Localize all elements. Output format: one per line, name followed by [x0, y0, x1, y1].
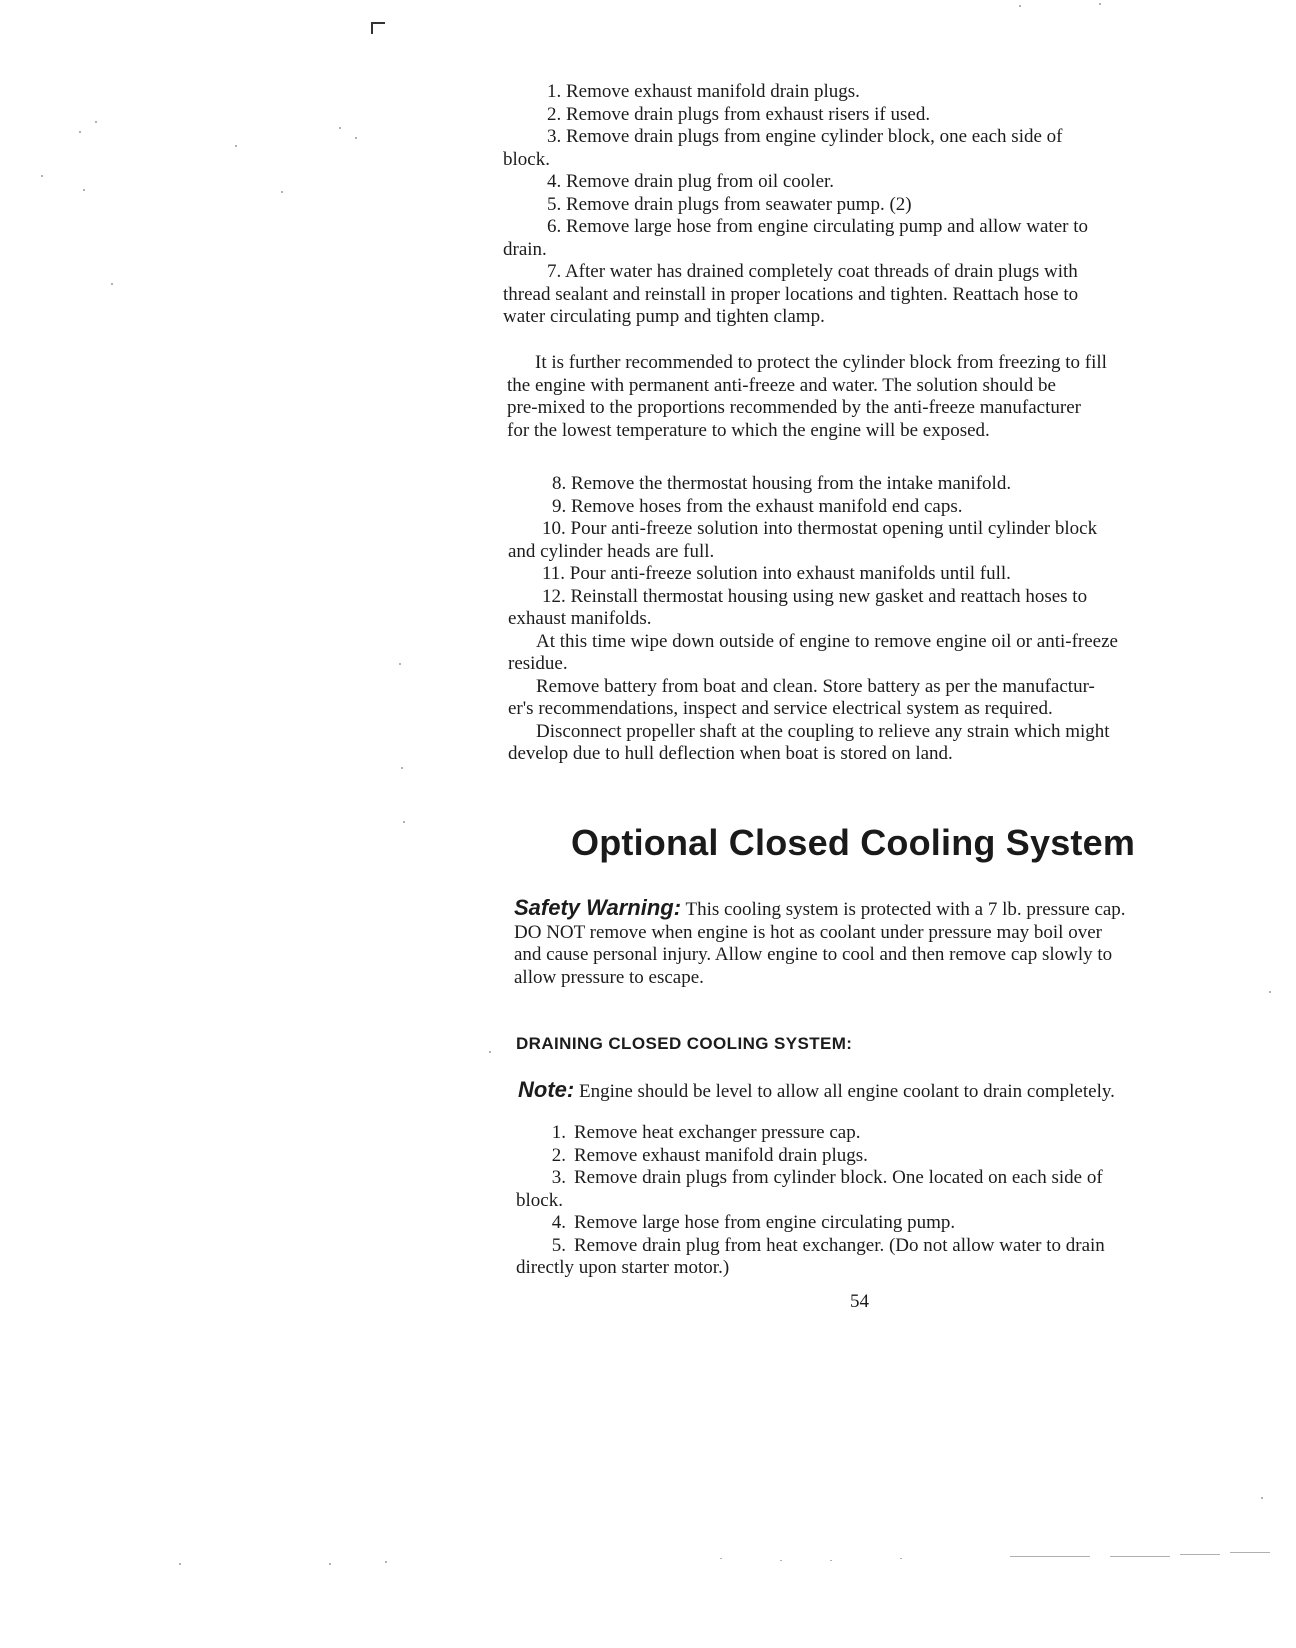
note-text: Engine should be level to allow all engine coolant to drain completely.	[578, 1081, 1115, 1102]
warning-text: This cooling system is protected with a 7 lb. pressure cap.	[685, 899, 1126, 920]
step-number: 4.	[551, 1212, 566, 1233]
paragraph-line: Disconnect propeller shaft at the coupling to relieve any strain which might	[536, 720, 1110, 742]
step-line-continued: directly upon starter motor.)	[516, 1257, 730, 1278]
list-item	[508, 518, 1208, 563]
list-item	[516, 1167, 1216, 1212]
step-text: Remove drain plug from heat exchanger. (Do not allow water to drain	[574, 1234, 1105, 1256]
safety-warning	[514, 897, 1214, 989]
step-line-continued: and cylinder heads are full.	[508, 540, 715, 562]
note-line	[518, 1079, 1218, 1104]
step-text: Remove exhaust manifold drain plugs.	[574, 1144, 868, 1166]
step-line	[516, 1167, 1216, 1190]
step-line	[516, 1212, 1216, 1235]
list-item	[516, 1145, 1216, 1168]
list-item	[516, 1212, 1216, 1235]
corner-mark	[371, 22, 385, 34]
paragraph	[508, 676, 1208, 721]
list-item	[503, 216, 1203, 261]
step-line-continued: exhaust manifolds.	[508, 608, 652, 629]
step-number: 3.	[551, 1167, 566, 1188]
page-number: 54	[850, 1291, 869, 1312]
list-item	[503, 81, 1203, 104]
list-item	[508, 563, 1208, 586]
list-item	[503, 171, 1203, 194]
paragraph-line: Remove battery from boat and clean. Store battery as per the manufactur-	[536, 675, 1095, 697]
section-heading: Optional Closed Cooling System	[571, 822, 1136, 863]
step-line: 11. Pour anti-freeze solution into exhaust manifolds until full.	[542, 563, 1011, 584]
step-line-continued: block.	[503, 148, 550, 170]
list-item	[516, 1122, 1216, 1145]
paragraph-line: for the lowest temperature to which the engine will be exposed.	[507, 419, 990, 441]
paragraph-line: It is further recommended to protect the cylinder block from freezing to fill	[535, 352, 1107, 373]
list-item	[503, 261, 1203, 329]
step-line: 6. Remove large hose from engine circulating pump and allow water to	[547, 216, 1088, 237]
warning-line: allow pressure to escape.	[514, 966, 704, 988]
step-line	[516, 1235, 1216, 1258]
warning-line: and cause personal injury. Allow engine to cool and then remove cap slowly to	[514, 944, 1113, 965]
warning-label: Safety Warning:	[514, 895, 682, 920]
paragraph	[508, 721, 1208, 766]
note-label: Note:	[518, 1077, 575, 1102]
list-item	[503, 126, 1203, 171]
step-line: 3. Remove drain plugs from engine cylinder block, one each side of	[547, 126, 1063, 147]
drain-steps-list	[503, 81, 1203, 329]
step-number: 5.	[551, 1234, 566, 1256]
step-line: 9. Remove hoses from the exhaust manifold end caps.	[552, 495, 963, 517]
paragraph	[508, 631, 1208, 676]
step-line-continued: water circulating pump and tighten clamp.	[503, 306, 825, 327]
warning-first-line	[514, 897, 1214, 922]
list-item	[503, 104, 1203, 127]
step-line: 12. Reinstall thermostat housing using new gasket and reattach hoses to	[542, 585, 1088, 607]
step-line: 5. Remove drain plugs from seawater pump. (2)	[547, 193, 912, 215]
step-line-continued: thread sealant and reinstall in proper locations and tighten. Reattach hose to	[503, 283, 1079, 305]
list-item	[516, 1235, 1216, 1280]
step-line-continued: drain.	[503, 238, 547, 260]
warning-line: DO NOT remove when engine is hot as coolant under pressure may boil over	[514, 921, 1102, 943]
step-text: Remove drain plugs from cylinder block. One located on each side of	[574, 1167, 1103, 1188]
note	[518, 1079, 1218, 1104]
paragraph-line: At this time wipe down outside of engine to remove engine oil or anti-freeze	[536, 630, 1118, 652]
step-line: 10. Pour anti-freeze solution into thermostat opening until cylinder block	[542, 518, 1098, 539]
paragraph-line: residue.	[508, 653, 568, 674]
step-text: Remove heat exchanger pressure cap.	[574, 1122, 861, 1143]
antifreeze-paragraph	[507, 352, 1207, 442]
step-line: 1. Remove exhaust manifold drain plugs.	[547, 81, 860, 102]
closed-cooling-steps-list	[516, 1122, 1216, 1280]
subsection-heading: DRAINING CLOSED COOLING SYSTEM:	[516, 1034, 853, 1053]
antifreeze-steps-list	[508, 473, 1208, 766]
paragraph-line: pre-mixed to the proportions recommended by the anti-freeze manufacturer	[507, 397, 1081, 418]
list-item	[503, 194, 1203, 217]
step-line: 2. Remove drain plugs from exhaust risers if used.	[547, 103, 931, 125]
list-item	[508, 586, 1208, 631]
list-item	[508, 473, 1208, 496]
step-line	[516, 1145, 1216, 1168]
paragraph-line: the engine with permanent anti-freeze and water. The solution should be	[507, 374, 1056, 396]
step-line	[516, 1122, 1216, 1145]
step-number: 1.	[551, 1122, 566, 1143]
step-number: 2.	[551, 1144, 566, 1166]
step-line-continued: block.	[516, 1189, 563, 1211]
paragraph-line: develop due to hull deflection when boat is stored on land.	[508, 743, 953, 764]
paragraph-line: er's recommendations, inspect and service electrical system as required.	[508, 698, 1053, 719]
step-text: Remove large hose from engine circulating pump.	[574, 1212, 956, 1233]
list-item	[508, 496, 1208, 519]
step-line: 7. After water has drained completely coat threads of drain plugs with	[547, 261, 1078, 282]
step-line: 4. Remove drain plug from oil cooler.	[547, 171, 835, 192]
step-line: 8. Remove the thermostat housing from the intake manifold.	[552, 473, 1012, 494]
